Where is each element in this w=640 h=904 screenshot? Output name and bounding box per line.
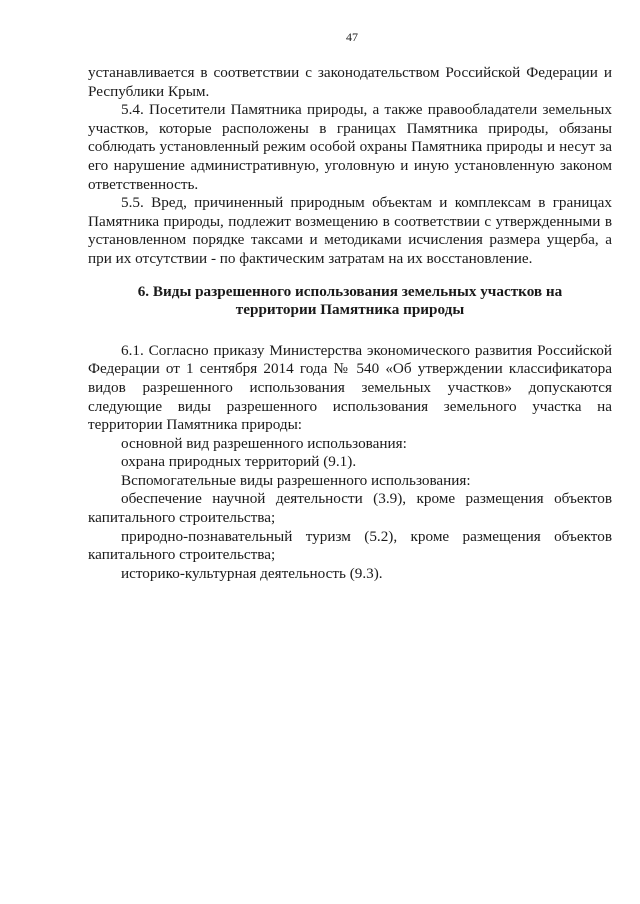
list-item-main-type-label: основной вид разрешенного использования:: [121, 434, 407, 452]
list-item-tourism: природно-познавательный туризм (5.2), кроме размещения объектов капитального строительства;: [88, 527, 612, 564]
list-item-history-culture: историко-культурная деятельность (9.3).: [121, 564, 383, 582]
list-item-science: обеспечение научной деятельности (3.9), кроме размещения объектов капитального строительства;: [88, 490, 612, 527]
page-number: 47: [346, 30, 358, 44]
paragraph-6-1: 6.1. Согласно приказу Министерства экономического развития Российской Федерации от 1 сентября 2014 года № 540 «Об утверждении классификатора видов разрешенного использования земельных участков» допускаются следующие виды разрешенного использования земельного участка на территории Памятника природы:: [88, 341, 612, 434]
paragraph-5-4: 5.4. Посетители Памятника природы, а также правообладатели земельных участков, которые расположены в границах Памятника природы, обязаны соблюдать установленный режим особой охраны Памятника природы и несут за его нарушение административную, уголовную и иную установленную законом ответственность.: [88, 101, 612, 193]
list-item-nature-protection: охрана природных территорий (9.1).: [121, 453, 357, 471]
spacer: [88, 320, 612, 342]
document-body: [88, 64, 612, 583]
section-heading: 6. Виды разрешенного использования земельных участков на территории Памятника природы: [137, 282, 563, 319]
paragraph-5-5: 5.5. Вред, причиненный природным объектам и комплексам в границах Памятника природы, подлежит возмещению в соответствии с утвержденными в установленном порядке таксами и методиками исчисления размера ущерба, а при их отсутствии - по фактическим затратам на их восстановление.: [88, 194, 612, 267]
list-item-auxiliary-types-label: Вспомогательные виды разрешенного использования:: [121, 471, 471, 489]
paragraph-continuation: устанавливается в соответствии с законодательством Российской Федерации и Республики Крым.: [88, 64, 612, 100]
